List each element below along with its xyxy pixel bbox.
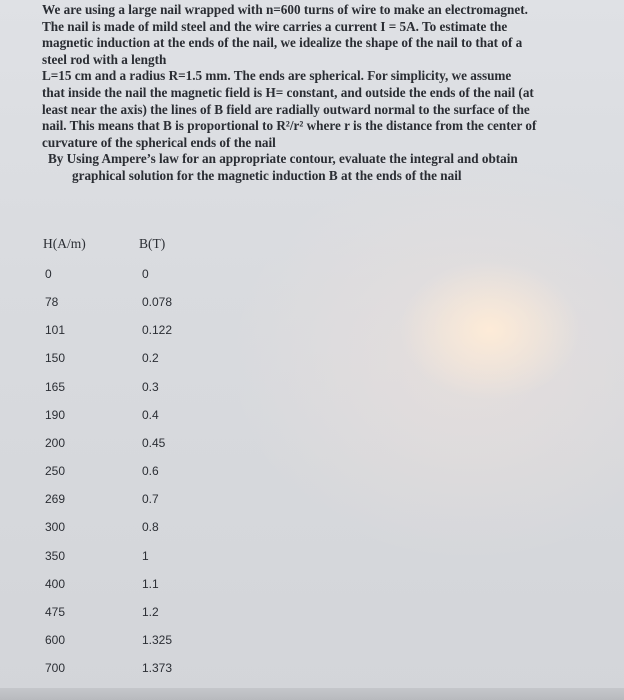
problem-line: steel rod with a length [42,51,167,67]
table-cell-h: 200 [45,436,66,450]
table-cell-b: 0 [142,267,149,281]
table-cell-h: 165 [45,380,66,394]
problem-line: nail. This means that B is proportional to R²/r² where r is the distance from the center of [42,118,537,134]
problem-line: L=15 cm and a radius R=1.5 mm. The ends are spherical. For simplicity, we assume [42,68,512,84]
column-header-b: B(T) [139,236,166,251]
table-cell-b: 0.7 [142,492,159,506]
table-cell-b: 0.2 [142,351,159,365]
table-cell-h: 400 [45,577,66,591]
table-cell-h: 150 [45,351,66,365]
table-cell-b: 0.078 [142,295,173,309]
column-header-h: H(A/m) [43,236,86,251]
bottom-edge [0,688,624,700]
table-cell-h: 300 [45,520,66,534]
table-cell-h: 101 [45,323,66,337]
problem-task-line: graphical solution for the magnetic induction B at the ends of the nail [72,167,462,183]
table-cell-b: 1.325 [142,633,173,647]
table-cell-b: 1.373 [142,661,173,675]
table-cell-b: 1.2 [142,605,159,619]
problem-task-line: By Using Ampere’s law for an appropriate contour, evaluate the integral and obtain [48,151,518,167]
table-cell-h: 78 [45,295,59,309]
table-cell-h: 0 [45,267,52,281]
table-cell-h: 350 [45,549,66,563]
table-cell-h: 190 [45,408,66,422]
table-cell-b: 0.8 [142,520,159,534]
table-cell-b: 0.3 [142,380,159,394]
table-cell-b: 0.4 [142,408,159,422]
problem-line: that inside the nail the magnetic field is H= constant, and outside the ends of the nail (at [42,84,534,100]
table-cell-h: 475 [45,605,66,619]
problem-line: We are using a large nail wrapped with n=600 turns of wire to make an electromagnet. [42,2,528,17]
table-cell-h: 700 [45,661,66,675]
table-cell-h: 269 [45,492,66,506]
problem-line: least near the axis) the lines of B field are radially outward normal to the surface of the [42,101,530,117]
table-cell-b: 0.122 [142,323,173,337]
problem-line: magnetic induction at the ends of the nail, we idealize the shape of the nail to that of a [42,35,523,51]
problem-line: curvature of the spherical ends of the nail [42,134,276,150]
table-cell-b: 1.1 [142,577,159,591]
table-cell-h: 250 [45,464,66,478]
table-cell-b: 0.45 [142,436,166,450]
table-cell-b: 1 [142,549,149,563]
table-cell-h: 600 [45,633,66,647]
table-cell-b: 0.6 [142,464,159,478]
problem-line: The nail is made of mild steel and the wire carries a current I = 5A. To estimate the [42,18,508,34]
